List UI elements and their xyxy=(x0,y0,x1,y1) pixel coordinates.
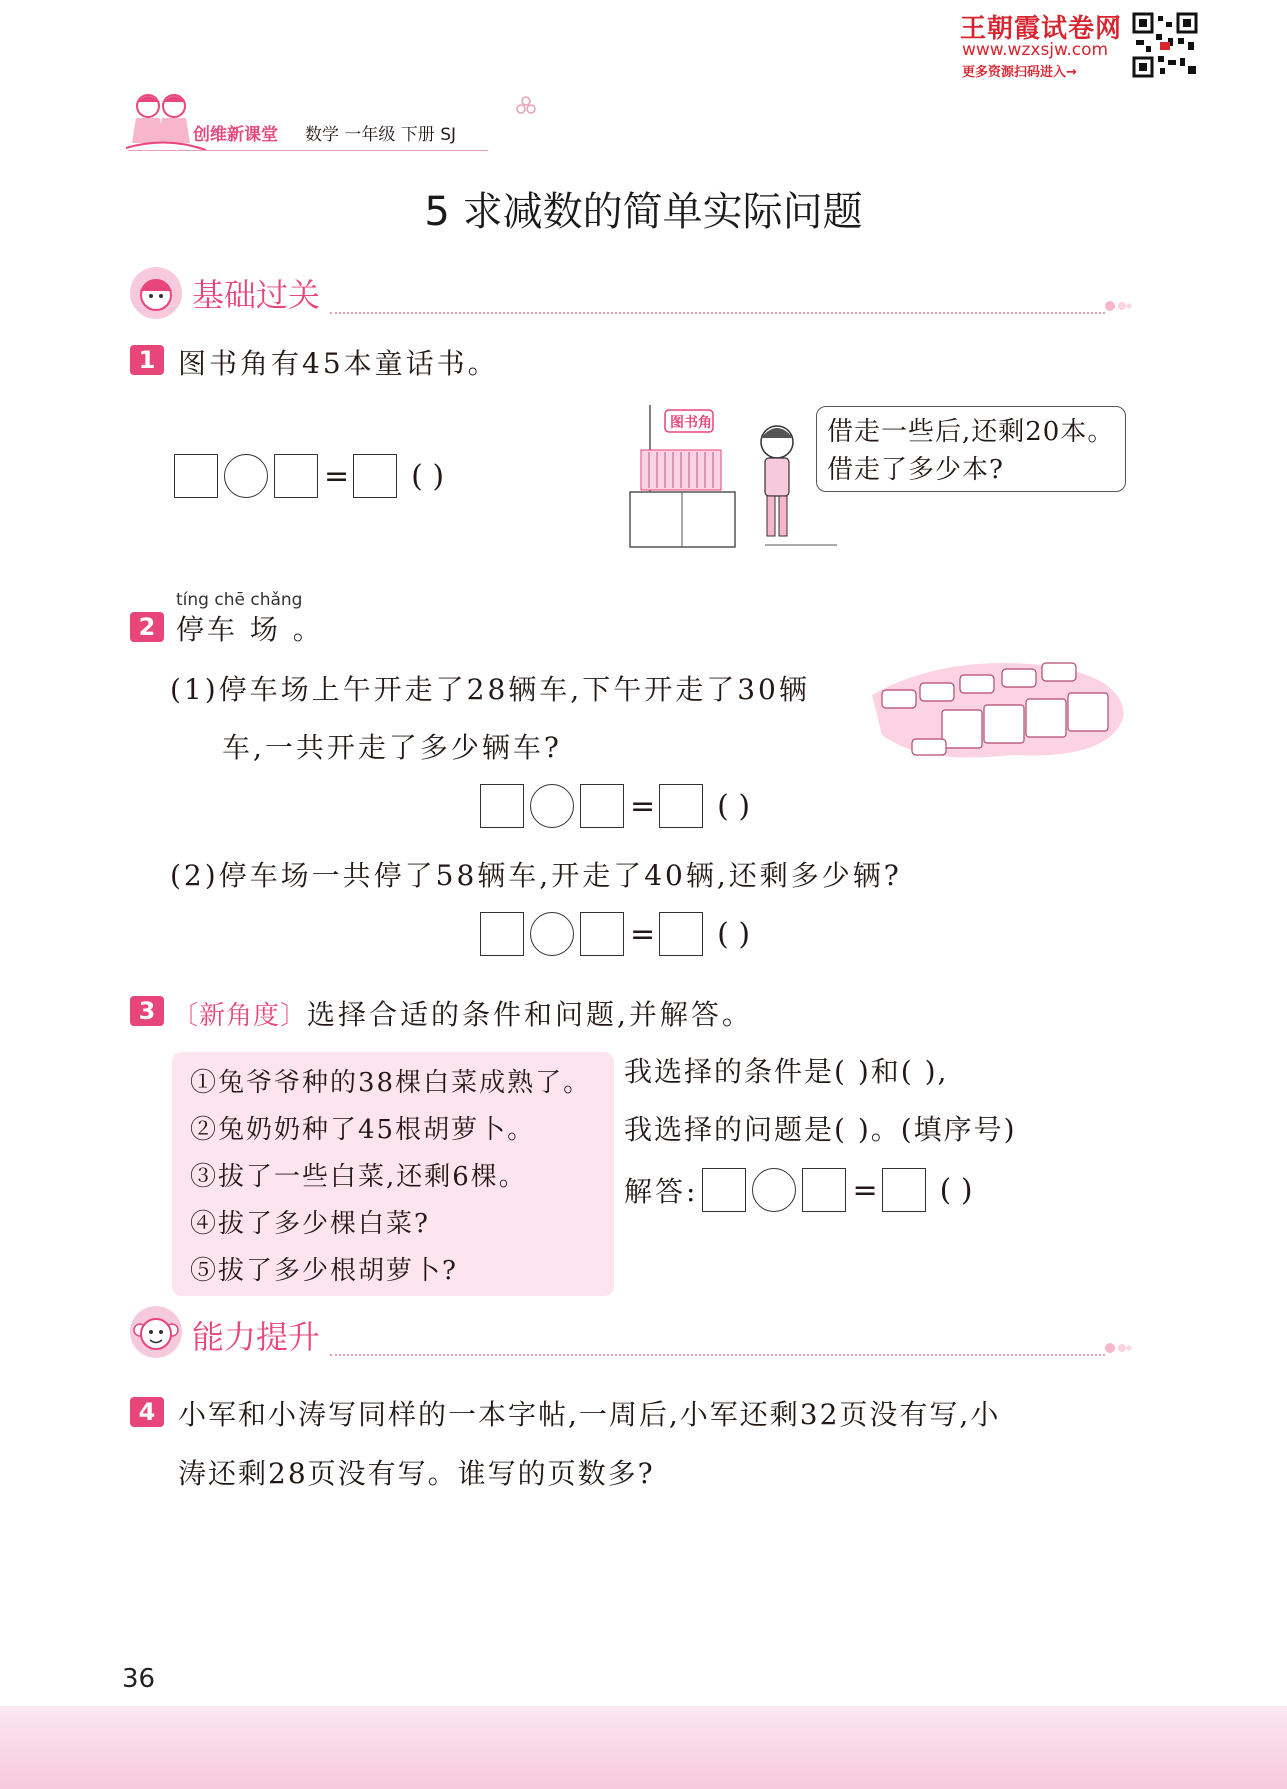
q1-text: 图书角有45本童话书。 xyxy=(178,347,499,380)
q3-answer-row xyxy=(624,1168,973,1212)
q2-part2: (2)停车场一共停了58辆车,开走了40辆,还剩多少辆? xyxy=(170,859,902,892)
question-number-3: 3 xyxy=(130,996,164,1026)
watermark-url[interactable]: www.wzxsjw.com xyxy=(962,40,1109,60)
q2-title: 停车 场 。 xyxy=(176,613,324,646)
bookshelf-boy-illustration xyxy=(625,400,840,550)
section-divider xyxy=(330,1354,1105,1356)
chosen-question[interactable]: 我选择的问题是( )。(填序号) xyxy=(624,1113,1017,1146)
equals-sign: = xyxy=(852,1172,878,1208)
condition-5: ⑤拔了多少根胡萝卜? xyxy=(190,1256,458,1286)
speech-line-1: 借走一些后,还剩20本。 xyxy=(827,417,1115,447)
unit-blank[interactable]: ( ) xyxy=(717,788,751,824)
equals-sign: = xyxy=(630,916,656,952)
equals-sign: = xyxy=(630,788,656,824)
equals-sign: = xyxy=(324,458,350,494)
operator-circle[interactable] xyxy=(530,784,574,828)
answer-box[interactable] xyxy=(580,912,624,956)
q1-answer-row xyxy=(174,454,444,498)
q3-text: 选择合适的条件和问题,并解答。 xyxy=(307,998,753,1031)
answer-box[interactable] xyxy=(882,1168,926,1212)
watermark-more: 更多资源扫码进入→ xyxy=(962,65,1077,80)
speech-bubble xyxy=(816,406,1126,492)
new-angle-tag: 〔新角度〕 xyxy=(172,1001,308,1031)
answer-box[interactable] xyxy=(174,454,218,498)
q2-part1-line2: 车,一共开走了多少辆车? xyxy=(222,731,562,764)
unit-blank[interactable]: ( ) xyxy=(939,1172,973,1208)
girl-avatar-icon xyxy=(128,265,184,321)
q2-pinyin: tíng chē chǎng xyxy=(176,590,303,610)
operator-circle[interactable] xyxy=(752,1168,796,1212)
answer-box[interactable] xyxy=(659,784,703,828)
question-number-4: 4 xyxy=(130,1397,164,1427)
answer-box[interactable] xyxy=(274,454,318,498)
dots-deco-icon xyxy=(1104,1341,1132,1355)
q2-part2-answer-row xyxy=(480,912,750,956)
qr-code-icon[interactable] xyxy=(1132,12,1198,78)
condition-4: ④拔了多少棵白菜? xyxy=(190,1209,430,1239)
speech-line-2: 借走了多少本? xyxy=(827,455,1004,485)
answer-box[interactable] xyxy=(702,1168,746,1212)
answer-box[interactable] xyxy=(580,784,624,828)
page-number: 36 xyxy=(122,1664,156,1694)
answer-box[interactable] xyxy=(802,1168,846,1212)
question-number-2: 2 xyxy=(130,612,164,642)
operator-circle[interactable] xyxy=(224,454,268,498)
answer-box[interactable] xyxy=(659,912,703,956)
monkey-avatar-icon xyxy=(128,1304,184,1360)
answer-box[interactable] xyxy=(480,912,524,956)
flower-deco-icon xyxy=(515,95,537,117)
q2-part1-line1: (1)停车场上午开走了28辆车,下午开走了30辆 xyxy=(170,673,810,706)
section-title-basic: 基础过关 xyxy=(192,276,321,314)
q4-line-1: 小军和小涛写同样的一本字帖,一周后,小军还剩32页没有写,小 xyxy=(178,1398,1001,1431)
operator-circle[interactable] xyxy=(530,912,574,956)
condition-2: ②兔奶奶种了45根胡萝卜。 xyxy=(190,1115,536,1145)
dots-deco-icon xyxy=(1104,299,1132,313)
header-brand: 创维新课堂 xyxy=(193,125,278,145)
section-divider xyxy=(330,312,1105,314)
answer-box[interactable] xyxy=(353,454,397,498)
question-number-1: 1 xyxy=(130,345,164,375)
section-title-advanced: 能力提升 xyxy=(192,1318,321,1356)
unit-blank[interactable]: ( ) xyxy=(411,458,445,494)
watermark-brand: 王朝霞试卷网 xyxy=(960,14,1123,44)
answer-label: 解答: xyxy=(624,1175,699,1208)
q2-part1-answer-row xyxy=(480,784,750,828)
book-corner-sign: 图书角 xyxy=(670,415,712,431)
condition-1: ①兔爷爷种的38棵白菜成熟了。 xyxy=(190,1068,592,1098)
bottom-band xyxy=(0,1706,1287,1789)
q4-line-2: 涛还剩28页没有写。谁写的页数多? xyxy=(178,1457,655,1490)
condition-3: ③拔了一些白菜,还剩6棵。 xyxy=(190,1162,527,1192)
parking-lot-illustration xyxy=(862,655,1127,765)
answer-box[interactable] xyxy=(480,784,524,828)
unit-blank[interactable]: ( ) xyxy=(717,916,751,952)
chosen-conditions[interactable]: 我选择的条件是( )和( ), xyxy=(624,1055,949,1088)
header-info: 数学 一年级 下册 SJ xyxy=(305,125,457,145)
page-title: 5 求减数的简单实际问题 xyxy=(424,189,863,235)
header-divider xyxy=(128,150,488,151)
